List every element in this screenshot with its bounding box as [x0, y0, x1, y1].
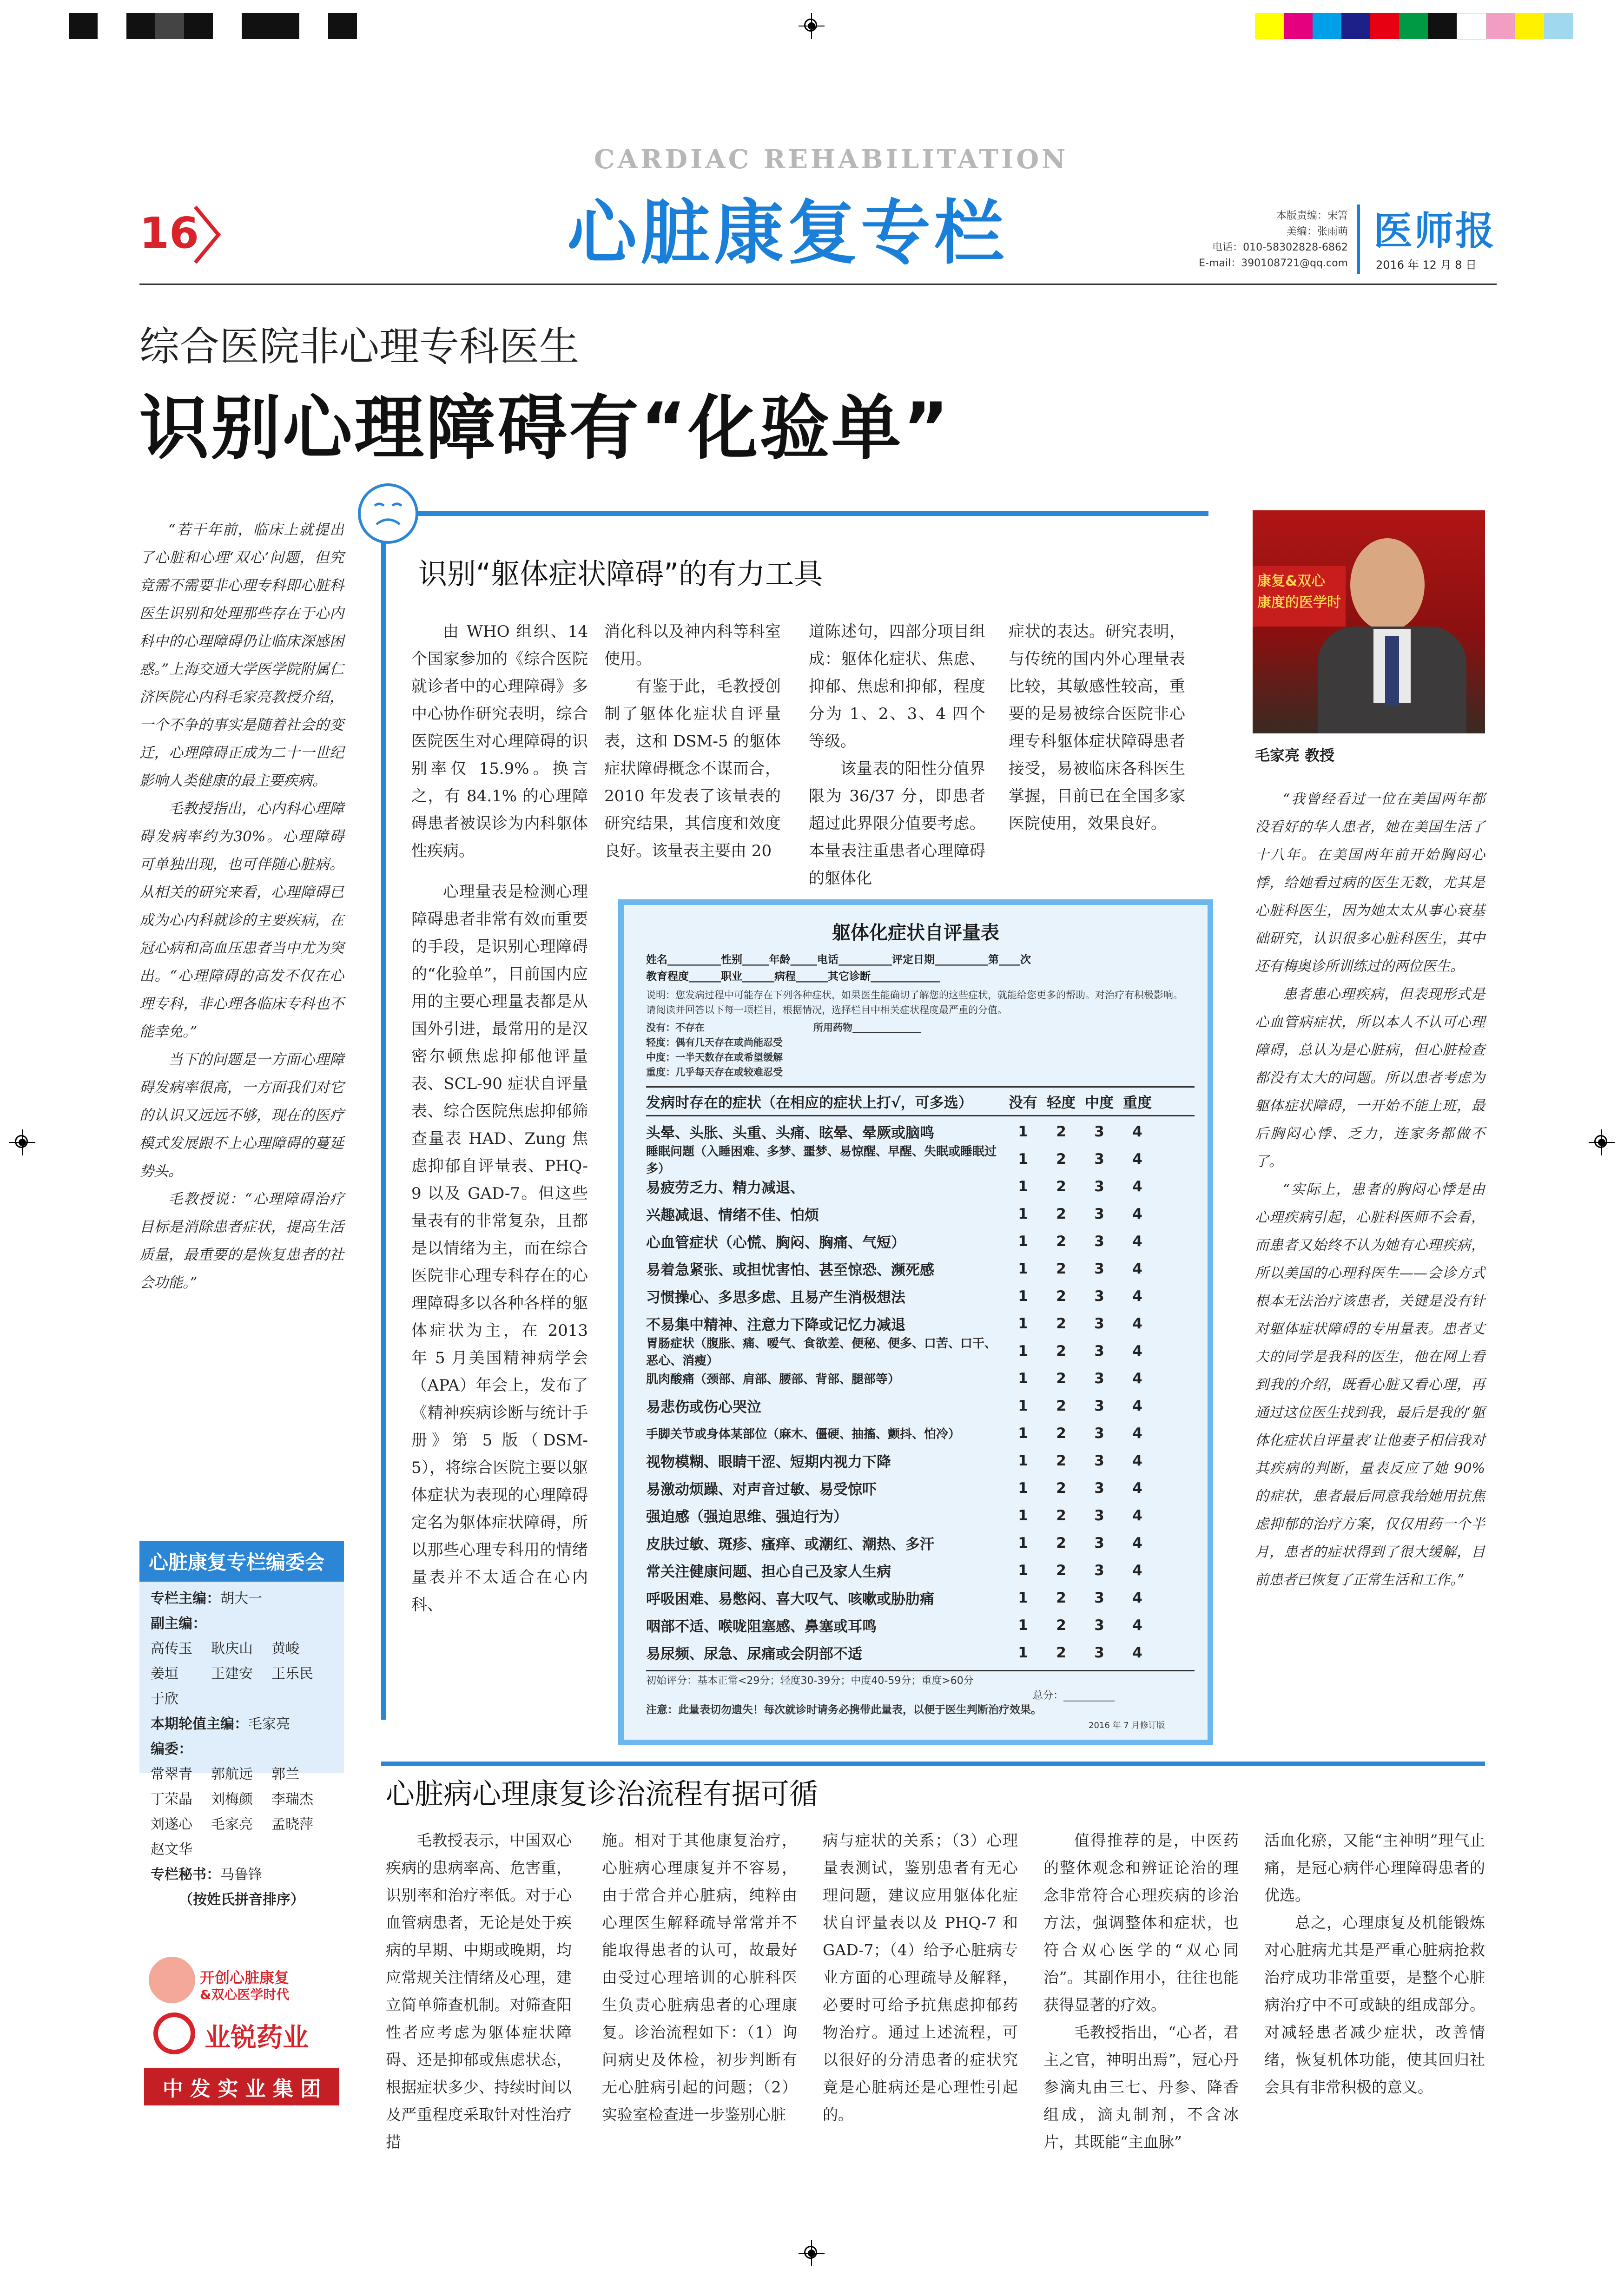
- scale-score-option[interactable]: 3: [1094, 1425, 1104, 1442]
- scale-score-option[interactable]: 4: [1132, 1644, 1142, 1661]
- right-column-text: “我曾经看过一位在美国两年都没看好的华人患者，她在美国生活了十八年。在美国两年前开始胸闷心悸，给她看过病的医生无数，尤其是心脏科医生，因为她太太从事心衰基础研究，认识很多心脏科医生，其中还有梅奥诊所训练过的两位医生。 患者患心理疾病，但表现形式是心血管病症状，所以本人不认可心理障碍，总认为是心脏病，但心脏检查都没有太大的问题。所以患者考虑为躯体症状障碍，一开始不能上班，最后胸闷心悸、乏力，连家务都做不了。 “实际上，患者的胸闷心悸是由心理疾病引起，心脏科医师不会看，而患者又始终不认为她有心理疾病，所以美国的心理科医生——会诊方式根本无法治疗该患者，关键是没有针对躯体症状障碍的专用量表。患者丈夫的同学是我科的医生，他在网上看到我的介绍，既看心脏又看心理，再通过这位医生找到我，最后是我的‘躯体化症状自评量表’让他妻子相信我对其疾病的判断，量表反应了她 90% 的症状，患者最后同意我给她用抗焦虑抑郁的治疗方案，仅仅用药一个半月，患者的症状得到了很大缓解，目前患者已恢复了正常生活和工作。”: [1255, 791, 1485, 1588]
- scale-score-option[interactable]: 2: [1056, 1479, 1066, 1497]
- scale-score-option[interactable]: 4: [1132, 1617, 1142, 1634]
- column-title: 心脏康复专栏: [567, 193, 1008, 274]
- scale-item-label: 兴趣减退、情绪不佳、怕烦: [646, 1207, 819, 1224]
- scale-levels: 没有：不存在 所用药物______________ 轻度：偶有几天存在或尚能忍受 中度：一半天数存在或希望缓解 重度：几乎每天存在或较难忍受: [646, 1022, 921, 1078]
- scale-score-option[interactable]: 2: [1056, 1644, 1066, 1661]
- scale-item-label: 习惯操心、多思多虑、且易产生消极想法: [646, 1289, 905, 1306]
- section1-col1: 由 WHO 组织、14 个国家参加的《综合医院就诊者中的心理障碍》多中心协作研究表明，综合医院医生对心理障碍的识别率仅 15.9%。换言之，有 84.1% 的心理障碍患者被误诊为内科躯体性疾病。: [411, 622, 588, 860]
- committee-member-name: 王建安: [211, 1666, 253, 1682]
- scale-score-option[interactable]: 2: [1056, 1233, 1066, 1250]
- scale-score-option[interactable]: 1: [1018, 1150, 1028, 1168]
- committee-member-name: 赵文华: [151, 1841, 192, 1858]
- scale-score-option[interactable]: 1: [1018, 1205, 1028, 1222]
- scale-score-option[interactable]: 3: [1094, 1644, 1104, 1661]
- scale-score-option[interactable]: 1: [1018, 1452, 1028, 1469]
- sponsor-badge-icon: [149, 1957, 195, 2003]
- committee-member-name: 姜垣: [151, 1666, 178, 1682]
- scale-score-option[interactable]: 4: [1132, 1150, 1142, 1168]
- scale-item-row: [646, 1200, 1204, 1227]
- section2-col3: 病与症状的关系；（3）心理量表测试，鉴别患者有无心理问题，建议应用躯体化症状自评量表以及 PHQ-7 和 GAD-7；（4）给予心脏病专业方面的心理疏导及解释，必要时可给予抗焦虑抑郁药物治疗。通过上述流程，可以很好的分清患者的症状究竟是心脏病还是心理性引起的。: [823, 1831, 1018, 2124]
- scale-score-option[interactable]: 2: [1056, 1562, 1066, 1579]
- section2-col5: 活血化瘀，又能“主神明”理气止痛，是冠心病伴心理障碍患者的优选。 总之，心理康复及机能锻炼对心脏病尤其是严重心脏病抢救治疗成功非常重要，是整个心脏病治疗中不可或缺的组成部分。对减轻患者减少症状，改善情绪，恢复机体功能，使其回归社会具有非常积极的意义。: [1264, 1831, 1485, 2096]
- committee-member-name: 于欣: [151, 1691, 178, 1707]
- scale-score-option[interactable]: 4: [1132, 1178, 1142, 1195]
- scale-instruction: 说明：您发病过程中可能存在下列各种症状，如果医生能确切了解您的这些症状，就能给您更多的帮助。对治疗有积极影响。请阅读并回答以下每一项栏目，根据情况，选择栏目中相关症状程度最严重的分值。: [646, 990, 1183, 1016]
- scale-item-row: [646, 1611, 1204, 1639]
- scale-score-option[interactable]: 2: [1056, 1507, 1066, 1524]
- scale-item-row: [646, 1502, 1204, 1529]
- scale-score-option[interactable]: 3: [1094, 1617, 1104, 1634]
- committee-member-name: 高传玉: [151, 1641, 192, 1657]
- deputy-editors: [151, 1636, 333, 1712]
- committee-member-name: 刘梅颜: [211, 1791, 253, 1808]
- section1-col4: 症状的表达。研究表明，与传统的国内外心理量表比较，其敏感性较高，重要的是易被综合医院非心理专科躯体症状障碍患者接受，易被临床各科医生掌握，目前已在全国多家医院使用，效果良好。: [1009, 622, 1185, 833]
- scale-score-option[interactable]: 1: [1018, 1178, 1028, 1195]
- scale-score-option[interactable]: 1: [1018, 1617, 1028, 1634]
- scale-item-row: [646, 1529, 1204, 1557]
- scale-score-option[interactable]: 1: [1018, 1370, 1028, 1387]
- scale-total: 总分：__________: [1033, 1690, 1115, 1702]
- scale-item-label: 胃肠症状（腹胀、痛、嗳气、食欲差、便秘、便多、口苦、口干、恶心、消瘦）: [646, 1336, 997, 1368]
- committee-member-name: 郭兰: [271, 1766, 299, 1782]
- scale-item-row: [646, 1227, 1204, 1255]
- scale-item-label: 手脚关节或身体某部位（麻木、僵硬、抽搐、颤抖、怕冷）: [646, 1427, 961, 1441]
- scale-score-option[interactable]: 4: [1132, 1507, 1142, 1524]
- section1-col2: 消化科以及神内科等科室使用。 有鉴于此，毛教授创制了躯体化症状自评量表，这和 DSM-5 的躯体症状障碍概念不谋而合，2010 年发表了该量表的研究结果，其信度和效度良好。该量表主要由 20: [604, 622, 781, 860]
- section1-title: 识别“躯体症状障碍”的有力工具: [418, 557, 823, 591]
- sponsor-group: 中 发 实 业 集 团: [144, 2068, 339, 2105]
- scale-score-option[interactable]: 3: [1094, 1315, 1104, 1332]
- scale-item-row: [646, 1447, 1204, 1474]
- scale-score-option[interactable]: 3: [1094, 1123, 1104, 1140]
- english-column-title: CARDIAC REHABILITATION: [594, 144, 1069, 175]
- scale-score-option[interactable]: 4: [1132, 1205, 1142, 1222]
- scale-item-label: 皮肤过敏、斑疹、瘙痒、或潮红、潮热、多汗: [646, 1536, 934, 1553]
- scale-item-row: [646, 1310, 1204, 1337]
- scale-score-option[interactable]: 2: [1056, 1205, 1066, 1222]
- registration-mark-right-icon: [1589, 1129, 1615, 1155]
- scale-score-option[interactable]: 1: [1018, 1342, 1028, 1359]
- scale-score-option[interactable]: 2: [1056, 1425, 1066, 1442]
- scale-item-row: [646, 1474, 1204, 1502]
- scale-score-option[interactable]: 4: [1132, 1425, 1142, 1442]
- sponsor-logo-icon: [153, 2012, 195, 2054]
- scale-item-row: [646, 1584, 1204, 1611]
- sponsor-slogan-1: 开创心脏康复: [200, 1969, 290, 1986]
- scale-item-row: [646, 1118, 1204, 1145]
- header-divider: [1357, 205, 1360, 274]
- scale-info: 姓名__________性别_____年龄_____电话__________评定日期__________第____次 教育程度______职业______病程______其它诊断_____________: [646, 954, 1031, 983]
- section1-left-col: 心理量表是检测心理障碍患者非常有效而重要的手段，是识别心理障碍的“化验单”，目前国内应用的主要心理量表都是从国外引进，最常用的是汉密尔顿焦虑抑郁他评量表、SCL-90 症状自评量表、综合医院焦虑抑郁筛查量表 HAD、Zung 焦虑抑郁自评量表、PHQ-9 以及 GAD-7。但这些量表有的非常复杂，且都是以情绪为主，而在综合医院非心理专科存在的心理障碍多以各种各样的躯体症状为主，在 2013 年 5 月美国精神病学会（APA）年会上，发布了《精神疾病诊断与统计手册》第 5 版（DSM-5），将综合医院主要以躯体症状为表现的心理障碍定名为躯体症状障碍，所以那些心理专科用的情绪量表并不太适合在心内科、: [411, 883, 588, 1614]
- issue-date: 2016 年 12 月 8 日: [1376, 258, 1477, 271]
- scale-scoring: 初始评分：基本正常<29分；轻度30-39分；中度40-59分；重度>60分: [646, 1675, 974, 1687]
- scale-score-option[interactable]: 4: [1132, 1287, 1142, 1305]
- scale-item-label: 心血管症状（心慌、胸闷、胸痛、气短）: [646, 1234, 905, 1251]
- scale-score-option[interactable]: 1: [1018, 1397, 1028, 1414]
- scale-score-option[interactable]: 1: [1018, 1123, 1028, 1140]
- paper-logo: 医师报: [1373, 208, 1497, 254]
- article-headline: 识别心理障碍有“化验单”: [139, 388, 951, 469]
- committee-member-name: 耿庆山: [211, 1641, 253, 1657]
- sponsor-company: 业锐药业: [205, 2023, 309, 2053]
- scale-item-label: 呼吸困难、易憋闷、喜大叹气、咳嗽或胁肋痛: [646, 1591, 934, 1608]
- scale-score-option[interactable]: 2: [1056, 1150, 1066, 1168]
- scale-score-option[interactable]: 1: [1018, 1315, 1028, 1332]
- section1-col3: 道陈述句，四部分项目组成：躯体化症状、焦虑、抑郁、焦虑和抑郁，程度分为 1、2、3、4 四个等级。 该量表的阳性分值界限为 36/37 分，即患者超过此界限分值要考虑。本量表注重患者心理障碍的躯体化: [809, 622, 985, 888]
- scale-score-option[interactable]: 3: [1094, 1260, 1104, 1277]
- scale-item-label: 不易集中精神、注意力下降或记忆力减退: [646, 1317, 905, 1333]
- scale-item-row: [646, 1639, 1204, 1666]
- scale-score-option[interactable]: 3: [1094, 1534, 1104, 1551]
- scale-item-row: [646, 1173, 1204, 1200]
- registration-bar-left: [69, 13, 357, 39]
- scale-score-option[interactable]: 1: [1018, 1479, 1028, 1497]
- scale-score-option[interactable]: 2: [1056, 1315, 1066, 1332]
- scale-score-option[interactable]: 1: [1018, 1507, 1028, 1524]
- editor-credits: 本版责编：宋箐 美编：张雨萌 电话：010-58302828-6862 E-mail：390108721@qq.com: [1199, 210, 1348, 269]
- scale-score-option[interactable]: 3: [1094, 1589, 1104, 1606]
- scale-item-label: 易悲伤或伤心哭泣: [646, 1399, 761, 1416]
- color-bar-right: [1255, 13, 1573, 39]
- article-kicker: 综合医院非心理专科医生: [139, 323, 579, 370]
- scale-item-row: [646, 1144, 1204, 1176]
- scale-score-option[interactable]: 4: [1132, 1452, 1142, 1469]
- scale-score-option[interactable]: 2: [1056, 1287, 1066, 1305]
- scale-item-row: [646, 1392, 1204, 1419]
- editorial-committee: 心脏康复专栏编委会 专栏主编：胡大一 副主编： 高传玉 耿庆山 黄峻姜垣 王建安 王乐民于欣 本期轮值主编：毛家亮 编委： 常翠青 郭航远 郭兰丁荣晶 刘梅颜 李瑞杰刘遂心 毛家亮 孟晓萍赵文华 专栏秘书：马鲁锋 （按姓氏拼音排序）: [139, 1541, 344, 1773]
- scale-item-label: 肌肉酸痛（颈部、肩部、腰部、背部、腿部等）: [646, 1372, 900, 1386]
- scale-score-option[interactable]: 1: [1018, 1589, 1028, 1606]
- scale-item-label: 易疲劳乏力、精力减退、: [646, 1180, 805, 1196]
- scale-item-label: 常关注健康问题、担心自己及家人生病: [646, 1564, 891, 1580]
- scale-title: 躯体化症状自评量表: [832, 922, 999, 944]
- scale-table-header: 发病时存在的症状（在相应的症状上打√，可多选） 没有 轻度 中度 重度: [646, 1086, 1195, 1116]
- scale-score-option[interactable]: 4: [1132, 1534, 1142, 1551]
- scale-score-option[interactable]: 2: [1056, 1342, 1066, 1359]
- scale-score-option[interactable]: 1: [1018, 1562, 1028, 1579]
- scale-score-option[interactable]: 4: [1132, 1397, 1142, 1414]
- scale-score-option[interactable]: 4: [1132, 1370, 1142, 1387]
- scale-score-option[interactable]: 4: [1132, 1342, 1142, 1359]
- scale-score-option[interactable]: 2: [1056, 1452, 1066, 1469]
- scale-score-option[interactable]: 1: [1018, 1287, 1028, 1305]
- scale-score-option[interactable]: 3: [1094, 1452, 1104, 1469]
- scale-score-option[interactable]: 3: [1094, 1397, 1104, 1414]
- scale-score-option[interactable]: 3: [1094, 1342, 1104, 1359]
- scale-note: 注意：此量表切勿遗失！每次就诊时请务必携带此量表，以便于医生判断治疗效果。: [646, 1704, 1042, 1716]
- section2-title: 心脏病心理康复诊治流程有据可循: [386, 1777, 819, 1811]
- scale-score-option[interactable]: 4: [1132, 1233, 1142, 1250]
- scale-score-option[interactable]: 2: [1056, 1370, 1066, 1387]
- scale-score-option[interactable]: 2: [1056, 1589, 1066, 1606]
- scale-item-label: 咽部不适、喉咙阻塞感、鼻塞或耳鸣: [646, 1618, 877, 1635]
- scale-item-row: [646, 1365, 1204, 1392]
- section2-col1: 毛教授表示，中国双心疾病的患病率高、危害重，识别率和治疗率低。对于心血管病患者，无论是处于疾病的早期、中期或晚期，均应常规关注情绪及心理，建立简单筛查机制。对筛查阳性者应考虑为躯体症状障碍、还是抑郁或焦虑状态，根据症状多少、持续时间以及严重程度采取针对性治疗措: [386, 1831, 572, 2151]
- scale-score-option[interactable]: 4: [1132, 1123, 1142, 1140]
- scale-item-label: 睡眠问题（入睡困难、多梦、噩梦、易惊醒、早醒、失眠或睡眠过多）: [646, 1144, 997, 1176]
- scale-score-option[interactable]: 3: [1094, 1370, 1104, 1387]
- scale-item-row: [646, 1557, 1204, 1584]
- sad-face-icon: [358, 483, 418, 544]
- scale-score-option[interactable]: 3: [1094, 1479, 1104, 1497]
- section2-rule: [381, 1762, 1485, 1766]
- scale-score-option[interactable]: 4: [1132, 1589, 1142, 1606]
- scale-score-option[interactable]: 3: [1094, 1205, 1104, 1222]
- committee-member-name: 刘遂心: [151, 1816, 192, 1833]
- professor-photo: 康复&双心 康度的医学时: [1253, 510, 1485, 733]
- page-arrow-icon: [191, 205, 223, 265]
- scale-score-option[interactable]: 2: [1056, 1617, 1066, 1634]
- committee-member-name: 丁荣晶: [151, 1791, 192, 1808]
- committee-member-name: 常翠青: [151, 1766, 192, 1782]
- committee-editors: [151, 1762, 333, 1862]
- scale-score-option[interactable]: 1: [1018, 1644, 1028, 1661]
- scale-item-list: [646, 1118, 1204, 1666]
- scale-item-label: 强迫感（强迫思维、强迫行为）: [646, 1509, 848, 1525]
- scale-score-option[interactable]: 2: [1056, 1123, 1066, 1140]
- lead-quote-column: “若干年前，临床上就提出了心脏和心理‘双心’问题，但究竟需不需要非心理专科即心脏科医生识别和处理那些存在于心内科中的心理障碍仍让临床深感困惑。”上海交通大学医学院附属仁济医院心内科毛家亮教授介绍，一个不争的事实是随着社会的变迁，心理障碍正成为二十一世纪影响人类健康的最主要疾病。 毛教授指出，心内科心理障碍发病率约为30%。心理障碍可单独出现，也可伴随心脏病。从相关的研究来看，心理障碍已成为心内科就诊的主要疾病，在冠心病和高血压患者当中尤为突出。“心理障碍的高发不仅在心理专科，非心理各临床专科也不能幸免。” 当下的问题是一方面心理障碍发病率很高，一方面我们对它的认识又远远不够，现在的医疗模式发展跟不上心理障碍的蔓延势头。 毛教授说：“心理障碍治疗目标是消除患者症状，提高生活质量，最重要的是恢复患者的社会功能。”: [139, 521, 344, 1291]
- scale-revision: 2016 年 7 月修订版: [1089, 1721, 1165, 1730]
- section2-col4: 值得推荐的是，中医药的整体观念和辨证论治的理念非常符合心理疾病的诊治方法，强调整体和症状，也符合双心医学的“双心同治”。其副作用小，往往也能获得显著的疗效。 毛教授指出，“心者，君主之官，神明出焉”，冠心丹参滴丸由三七、丹参、降香组成，滴丸制剂，不含冰片，其既能“主血脉”: [1043, 1831, 1239, 2151]
- scale-item-row: [646, 1419, 1204, 1447]
- scale-item-row: [646, 1282, 1204, 1310]
- scale-score-option[interactable]: 1: [1018, 1425, 1028, 1442]
- committee-member-name: 郭航远: [211, 1766, 253, 1782]
- committee-member-name: 毛家亮: [211, 1816, 253, 1833]
- scale-item-label: 易着急紧张、或担忧害怕、甚至惊恐、濒死感: [646, 1262, 934, 1279]
- symptom-scale-box: [618, 899, 1213, 1745]
- committee-member-name: 黄峻: [271, 1641, 299, 1657]
- scale-score-option[interactable]: 4: [1132, 1260, 1142, 1277]
- scale-score-option[interactable]: 3: [1094, 1562, 1104, 1579]
- scale-item-label: 易激动烦躁、对声音过敏、易受惊吓: [646, 1481, 877, 1498]
- scale-score-option[interactable]: 1: [1018, 1534, 1028, 1551]
- committee-member-name: 孟晓萍: [271, 1816, 313, 1833]
- scale-item-label: 头晕、头胀、头重、头痛、眩晕、晕厥或脑鸣: [646, 1125, 934, 1142]
- header-rule: [139, 284, 1497, 285]
- scale-item-row: [646, 1336, 1204, 1368]
- scale-score-option[interactable]: 4: [1132, 1562, 1142, 1579]
- scale-score-option[interactable]: 3: [1094, 1178, 1104, 1195]
- scale-item-label: 视物模糊、眼睛干涩、短期内视力下降: [646, 1454, 891, 1471]
- scale-score-option[interactable]: 3: [1094, 1507, 1104, 1524]
- committee-member-name: 李瑞杰: [271, 1791, 313, 1808]
- page-number: 16: [139, 208, 199, 258]
- scale-score-option[interactable]: 3: [1094, 1150, 1104, 1168]
- sponsor-slogan-2: &双心医学时代: [200, 1987, 290, 2002]
- scale-score-option[interactable]: 2: [1056, 1397, 1066, 1414]
- registration-mark-left-icon: [9, 1129, 35, 1155]
- scale-score-option[interactable]: 2: [1056, 1260, 1066, 1277]
- scale-score-option[interactable]: 3: [1094, 1233, 1104, 1250]
- scale-score-option[interactable]: 1: [1018, 1260, 1028, 1277]
- scale-score-option[interactable]: 2: [1056, 1178, 1066, 1195]
- photo-caption: 毛家亮 教授: [1255, 746, 1335, 764]
- scale-score-option[interactable]: 3: [1094, 1287, 1104, 1305]
- registration-mark-top-icon: [799, 13, 825, 39]
- scale-footer-rule: [646, 1670, 1195, 1671]
- scale-score-option[interactable]: 2: [1056, 1534, 1066, 1551]
- committee-member-name: 王乐民: [271, 1666, 313, 1682]
- scale-score-option[interactable]: 4: [1132, 1315, 1142, 1332]
- scale-item-label: 易尿频、尿急、尿痛或会阴部不适: [646, 1646, 862, 1663]
- scale-score-option[interactable]: 4: [1132, 1479, 1142, 1497]
- scale-score-option[interactable]: 1: [1018, 1233, 1028, 1250]
- section2-col2: 施。相对于其他康复治疗，心脏病心理康复并不容易，由于常合并心脏病，纯粹由心理医生解释疏导常常并不能取得患者的认可，故最好由受过心理培训的心脏科医生负责心脏病患者的心理康复。诊治流程如下：（1）询问病史及体检，初步判断有无心脏病引起的问题；（2）实验室检查进一步鉴别心脏: [602, 1831, 797, 2124]
- registration-mark-bottom-icon: [799, 2240, 825, 2266]
- scale-item-row: [646, 1255, 1204, 1282]
